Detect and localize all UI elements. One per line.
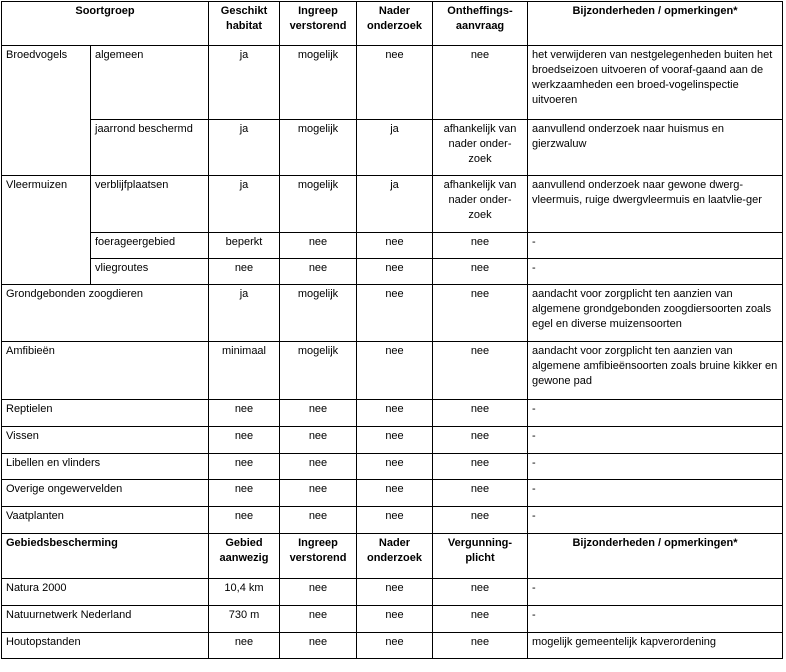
cell-bijz: mogelijk gemeentelijk kapverordening: [528, 633, 783, 659]
cell-nader: nee: [357, 400, 433, 427]
cell-nader: nee: [357, 507, 433, 534]
col-bijzonderheden: Bijzonderheden / opmerkingen*: [528, 534, 783, 579]
table-row: [2, 285, 783, 342]
cell-vergunning: nee: [433, 606, 528, 633]
cell-nader: nee: [357, 633, 433, 659]
cell-geschikt: ja: [209, 285, 280, 342]
table-row: [2, 259, 783, 285]
cell-geschikt: minimaal: [209, 342, 280, 400]
row-label: Amfibieën: [2, 342, 209, 400]
cell-nader: nee: [357, 427, 433, 454]
row-label: Libellen en vlinders: [2, 454, 209, 480]
cell-bijz: -: [528, 427, 783, 454]
table-row: [2, 633, 783, 659]
cell-ingreep: mogelijk: [280, 176, 357, 233]
cell-ontheffing: nee: [433, 454, 528, 480]
table-row: [2, 454, 783, 480]
cell-geschikt: nee: [209, 259, 280, 285]
soortgroep-table: [1, 1, 783, 659]
sub-label: verblijfplaatsen: [91, 176, 209, 233]
cell-bijz: -: [528, 454, 783, 480]
cell-vergunning: nee: [433, 579, 528, 606]
row-label: Overige ongewervelden: [2, 480, 209, 507]
sub-label: foerageergebied: [91, 233, 209, 259]
cell-ontheffing: nee: [433, 233, 528, 259]
cell-ingreep: nee: [280, 606, 357, 633]
table-row: [2, 507, 783, 534]
cell-bijz: -: [528, 233, 783, 259]
cell-nader: ja: [357, 176, 433, 233]
table-row: [2, 233, 783, 259]
cell-geschikt: nee: [209, 480, 280, 507]
cell-ontheffing: nee: [433, 342, 528, 400]
cell-geschikt: nee: [209, 507, 280, 534]
table-row: [2, 579, 783, 606]
group-vleermuizen: Vleermuizen: [2, 176, 91, 233]
cell-bijz: aanvullend onderzoek naar gewone dwerg-vleermuis, ruige dwergvleermuis en laatvlie-ger: [528, 176, 783, 233]
table-row: [2, 400, 783, 427]
cell-bijz: -: [528, 400, 783, 427]
cell-ingreep: nee: [280, 233, 357, 259]
row-label: Natuurnetwerk Nederland: [2, 606, 209, 633]
sub-label: vliegroutes: [91, 259, 209, 285]
cell-ingreep: nee: [280, 259, 357, 285]
row-label: Vissen: [2, 427, 209, 454]
cell-bijz: -: [528, 507, 783, 534]
cell-ingreep: mogelijk: [280, 285, 357, 342]
cell-ontheffing: nee: [433, 507, 528, 534]
cell-nader: nee: [357, 454, 433, 480]
table-row: [2, 342, 783, 400]
cell-ontheffing: nee: [433, 46, 528, 120]
cell-bijz: -: [528, 579, 783, 606]
cell-nader: nee: [357, 46, 433, 120]
cell-nader: nee: [357, 480, 433, 507]
col-nader-onderzoek: Nader onderzoek: [357, 2, 433, 46]
table-row: [2, 606, 783, 633]
cell-ingreep: nee: [280, 427, 357, 454]
col-ontheffingsaanvraag: Ontheffings-aanvraag: [433, 2, 528, 46]
cell-ingreep: nee: [280, 480, 357, 507]
cell-aanwezig: 10,4 km: [209, 579, 280, 606]
cell-nader: nee: [357, 579, 433, 606]
cell-nader: nee: [357, 285, 433, 342]
cell-nader: nee: [357, 606, 433, 633]
cell-ingreep: nee: [280, 400, 357, 427]
col-ingreep-verstorend: Ingreep verstorend: [280, 534, 357, 579]
group-vleermuizen-cont: [2, 233, 91, 259]
table-row: [2, 427, 783, 454]
sub-label: algemeen: [91, 46, 209, 120]
cell-ontheffing: afhankelijk van nader onder-zoek: [433, 120, 528, 176]
cell-nader: nee: [357, 342, 433, 400]
cell-ingreep: mogelijk: [280, 342, 357, 400]
cell-vergunning: nee: [433, 633, 528, 659]
cell-ontheffing: afhankelijk van nader onder-zoek: [433, 176, 528, 233]
col-bijzonderheden: Bijzonderheden / opmerkingen*: [528, 2, 783, 46]
sub-label: jaarrond beschermd: [91, 120, 209, 176]
cell-aanwezig: 730 m: [209, 606, 280, 633]
cell-ingreep: nee: [280, 579, 357, 606]
group-vleermuizen-cont: [2, 259, 91, 285]
cell-bijz: aanvullend onderzoek naar huismus en gierzwaluw: [528, 120, 783, 176]
col-gebiedsbescherming: Gebiedsbescherming: [2, 534, 209, 579]
cell-ingreep: mogelijk: [280, 46, 357, 120]
cell-ontheffing: nee: [433, 285, 528, 342]
row-label: Natura 2000: [2, 579, 209, 606]
header-row-gebiedsbescherming: [2, 534, 783, 579]
cell-geschikt: beperkt: [209, 233, 280, 259]
cell-bijz: aandacht voor zorgplicht ten aanzien van algemene amfibieënsoorten zoals bruine kikker en gewone pad: [528, 342, 783, 400]
row-label: Vaatplanten: [2, 507, 209, 534]
col-nader-onderzoek: Nader onderzoek: [357, 534, 433, 579]
col-soortgroep: Soortgroep: [2, 2, 209, 46]
cell-bijz: aandacht voor zorgplicht ten aanzien van algemene grondgebonden zoogdiersoorten zoals egel en diverse muizensoorten: [528, 285, 783, 342]
cell-ontheffing: nee: [433, 480, 528, 507]
table-row: [2, 176, 783, 233]
row-label: Grondgebonden zoogdieren: [2, 285, 209, 342]
cell-geschikt: ja: [209, 120, 280, 176]
cell-ingreep: nee: [280, 507, 357, 534]
table-row: [2, 120, 783, 176]
cell-ingreep: mogelijk: [280, 120, 357, 176]
cell-bijz: -: [528, 480, 783, 507]
cell-ontheffing: nee: [433, 259, 528, 285]
cell-geschikt: ja: [209, 46, 280, 120]
cell-ingreep: nee: [280, 633, 357, 659]
cell-nader: nee: [357, 259, 433, 285]
group-broedvogels: Broedvogels: [2, 46, 91, 120]
cell-geschikt: ja: [209, 176, 280, 233]
col-gebied-aanwezig: Gebied aanwezig: [209, 534, 280, 579]
cell-bijz: -: [528, 606, 783, 633]
cell-nader: nee: [357, 233, 433, 259]
col-vergunningplicht: Vergunning-plicht: [433, 534, 528, 579]
cell-ingreep: nee: [280, 454, 357, 480]
group-broedvogels-cont: [2, 120, 91, 176]
cell-geschikt: nee: [209, 400, 280, 427]
cell-geschikt: nee: [209, 427, 280, 454]
col-ingreep-verstorend: Ingreep verstorend: [280, 2, 357, 46]
col-geschikt-habitat: Geschikt habitat: [209, 2, 280, 46]
cell-bijz: het verwijderen van nestgelegenheden buiten het broedseizoen uitvoeren of vooraf-gaand aan de werkzaamheden een broed-vogelinspectie uitvoeren: [528, 46, 783, 120]
row-label: Reptielen: [2, 400, 209, 427]
header-row: [2, 2, 783, 46]
cell-bijz: -: [528, 259, 783, 285]
row-label: Houtopstanden: [2, 633, 209, 659]
cell-aanwezig: nee: [209, 633, 280, 659]
cell-ontheffing: nee: [433, 427, 528, 454]
cell-nader: ja: [357, 120, 433, 176]
table-row: [2, 480, 783, 507]
cell-geschikt: nee: [209, 454, 280, 480]
cell-ontheffing: nee: [433, 400, 528, 427]
table-row: [2, 46, 783, 120]
